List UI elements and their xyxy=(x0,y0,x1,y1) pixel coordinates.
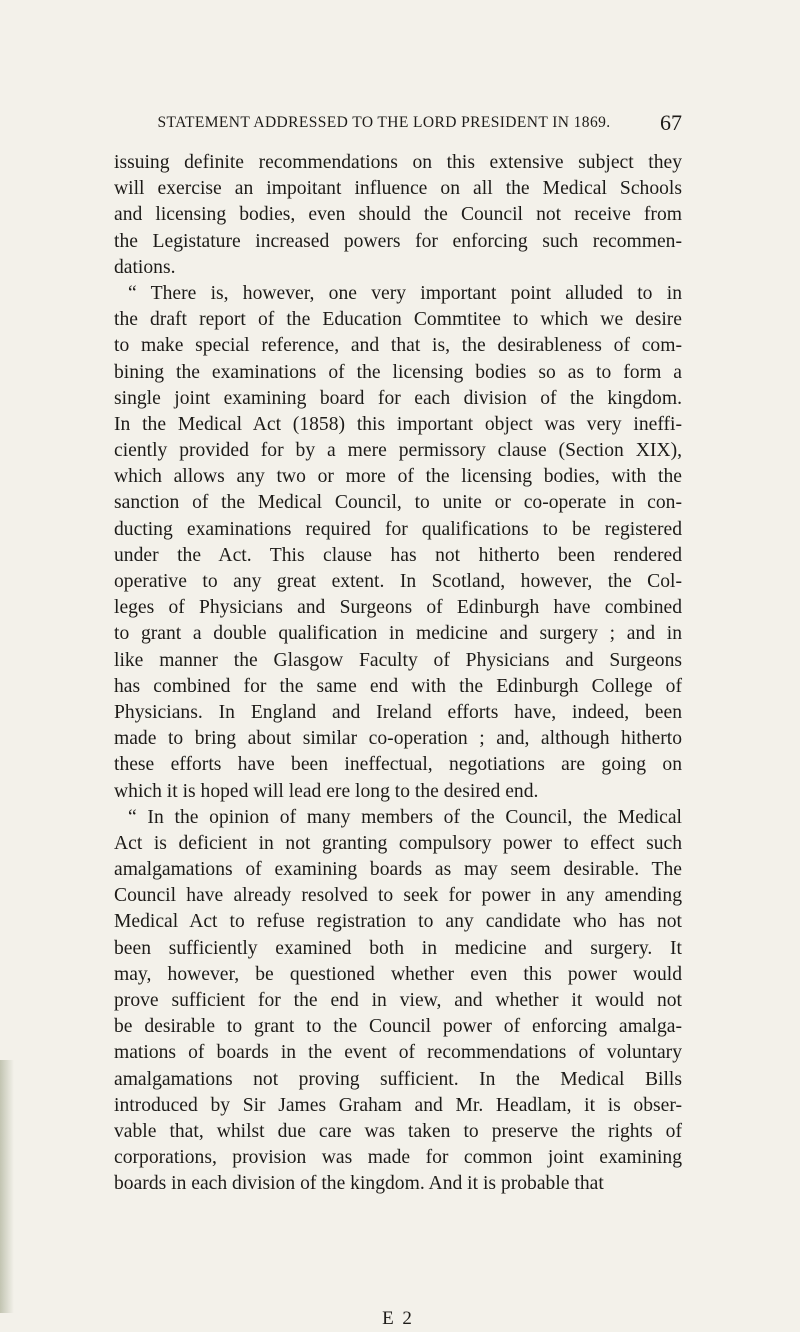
text-line: corporations, provision was made for common joint examining xyxy=(114,1147,682,1169)
text-line: the draft report of the Education Commtitee to which we desire xyxy=(114,309,682,331)
text-line: “ There is, however, one very important point alluded to in xyxy=(128,282,682,304)
text-line: leges of Physicians and Surgeons of Edinburgh have combined xyxy=(114,597,682,619)
text-line: single joint examining board for each division of the kingdom. xyxy=(114,387,682,409)
page-edge-shadow xyxy=(0,1060,14,1313)
text-line: Council have already resolved to seek for power in any amending xyxy=(114,885,682,907)
running-head xyxy=(114,110,682,140)
paragraph xyxy=(114,805,682,1198)
text-line: to grant a double qualification in medicine and surgery ; and in xyxy=(114,623,682,645)
text-line: amalgamations of examining boards as may seem desirable. The xyxy=(114,859,682,881)
text-line: be desirable to grant to the Council power of enforcing amalga- xyxy=(114,1016,682,1038)
text-line: operative to any great extent. In Scotland, however, the Col- xyxy=(114,571,682,592)
text-line: sanction of the Medical Council, to unite or co-operate in con- xyxy=(114,492,682,514)
text-line: ciently provided for by a mere permissory clause (Section XIX), xyxy=(114,440,682,462)
signature-mark: E 2 xyxy=(382,1308,414,1329)
text-line: which allows any two or more of the licensing bodies, with the xyxy=(114,466,682,488)
text-line: mations of boards in the event of recommendations of voluntary xyxy=(114,1042,682,1064)
text-line: “ In the opinion of many members of the Council, the Medical xyxy=(128,806,682,828)
text-line: these efforts have been ineffectual, negotiations are going on xyxy=(114,754,682,776)
paragraph xyxy=(114,281,682,805)
text-line: dations. xyxy=(114,256,176,278)
text-line: prove sufficient for the end in view, and whether it would not xyxy=(114,990,682,1011)
running-head-title: STATEMENT ADDRESSED TO THE LORD PRESIDENT IN 1869. xyxy=(157,114,611,131)
text-line: introduced by Sir James Graham and Mr. Headlam, it is obser- xyxy=(114,1094,682,1116)
paragraph xyxy=(114,150,682,281)
text-line: Physicians. In England and Ireland efforts have, indeed, been xyxy=(114,701,682,723)
text-line: Act is deficient in not granting compulsory power to effect such xyxy=(114,832,682,854)
text-line: vable that, whilst due care was taken to preserve the rights of xyxy=(114,1120,682,1142)
text-line: issuing definite recommendations on this extensive subject they xyxy=(114,152,682,173)
text-line: may, however, be questioned whether even this power would xyxy=(114,963,682,985)
text-line: has combined for the same end with the Edinburgh College of xyxy=(114,675,682,697)
body-text xyxy=(114,150,682,1329)
text-line: amalgamations not proving sufficient. In the Medical Bills xyxy=(114,1068,682,1090)
text-line: and licensing bodies, even should the Council not receive from xyxy=(114,204,682,226)
text-line: like manner the Glasgow Faculty of Physicians and Surgeons xyxy=(114,649,682,671)
text-line: under the Act. This clause has not hitherto been rendered xyxy=(114,544,682,566)
text-line: bining the examinations of the licensing bodies so as to form a xyxy=(114,361,682,383)
text-line: been sufficiently examined both in medicine and surgery. It xyxy=(114,937,682,959)
text-line: the Legistature increased powers for enforcing such recommen- xyxy=(114,230,682,252)
text-line: which it is hoped will lead ere long to the desired end. xyxy=(114,780,539,802)
text-line: ducting examinations required for qualifications to be registered xyxy=(114,518,682,540)
text-line: to make special reference, and that is, the desirableness of com- xyxy=(114,335,682,357)
text-line: will exercise an impoitant influence on all the Medical Schools xyxy=(114,178,682,200)
text-line: made to bring about similar co-operation ; and, although hitherto xyxy=(114,728,682,750)
text-line: boards in each division of the kingdom. And it is probable that xyxy=(114,1173,604,1195)
text-line: Medical Act to refuse registration to any candidate who has not xyxy=(114,911,682,933)
page-number: 67 xyxy=(660,110,682,135)
text-line: In the Medical Act (1858) this important object was very ineffi- xyxy=(114,413,682,435)
